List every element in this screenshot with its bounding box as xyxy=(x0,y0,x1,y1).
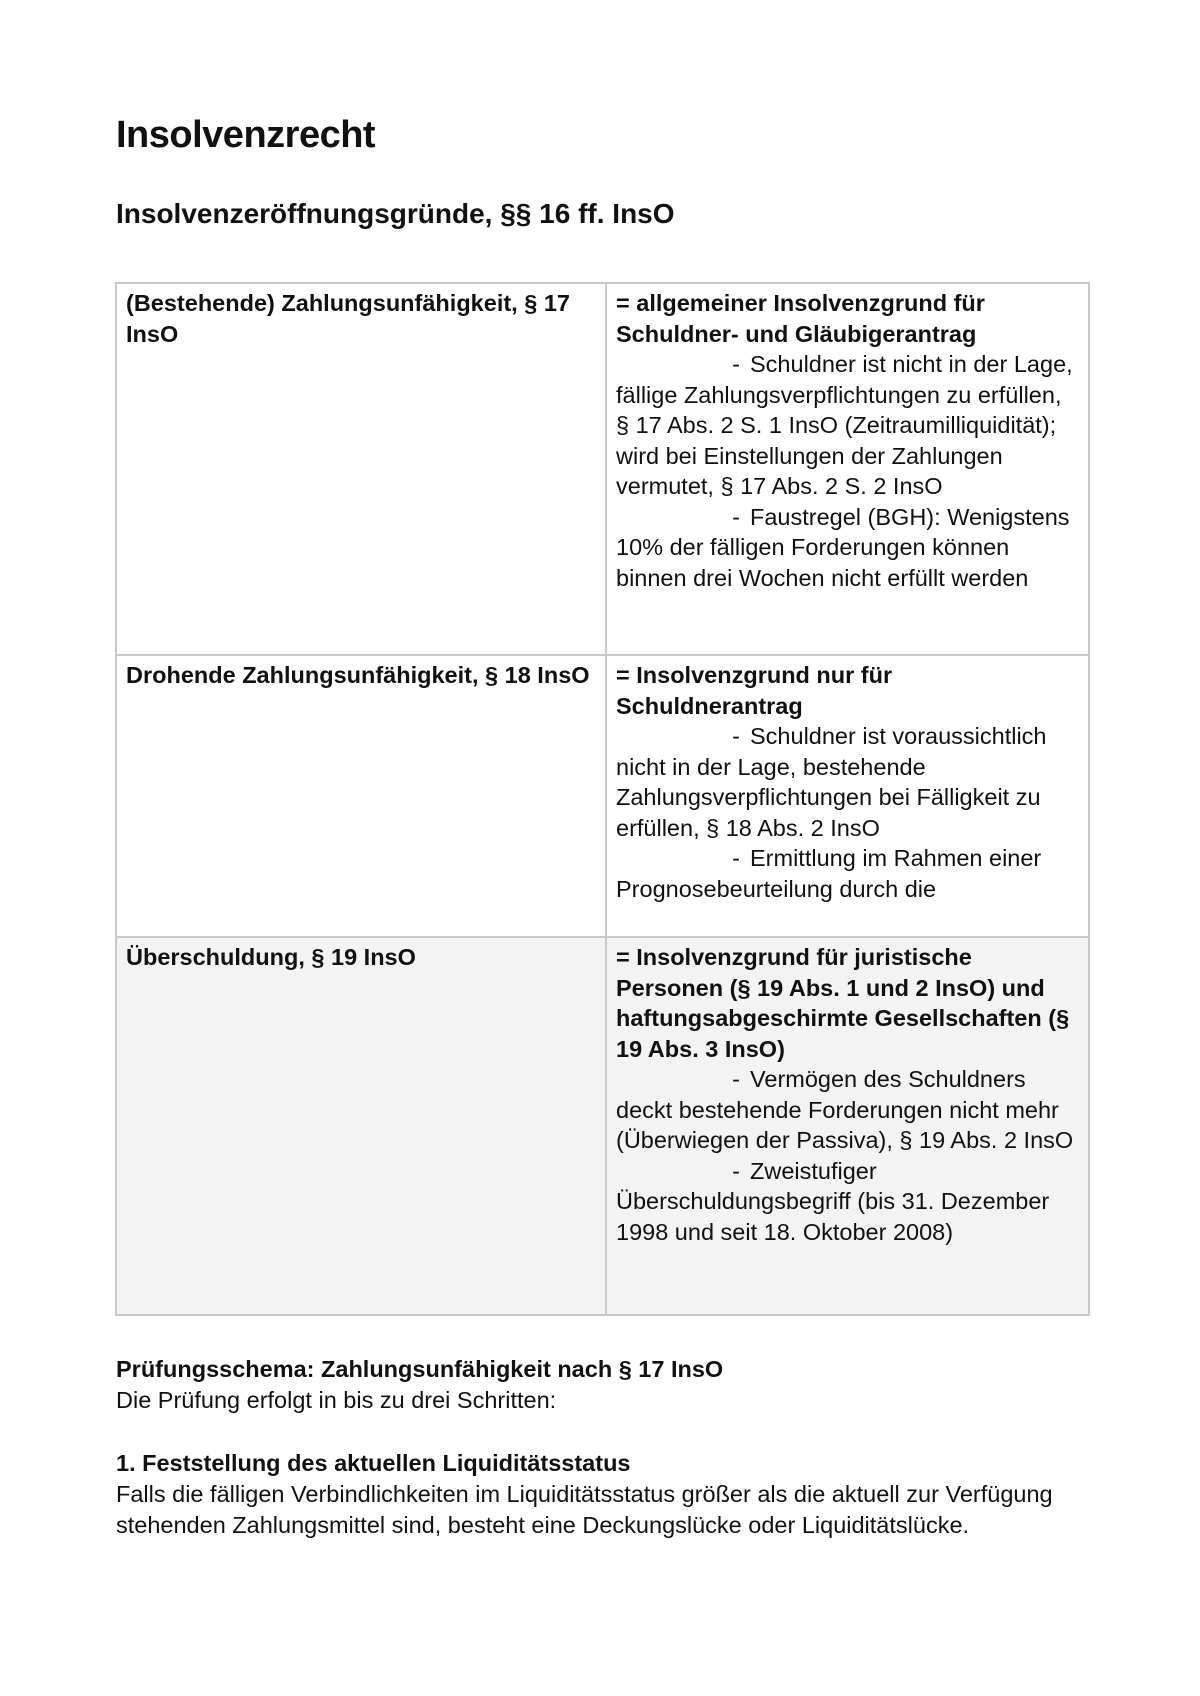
dash-marker: - xyxy=(732,351,740,377)
list-item-text: Vermögen des Schuldners deckt bestehende Forderungen nicht mehr (Überwiegen der Passiva), § 19 Abs. 2 InsO xyxy=(616,1066,1074,1153)
scheme-heading: Prüfungsschema: Zahlungsunfähigkeit nach § 17 InsO xyxy=(116,1356,724,1382)
list-item xyxy=(616,1064,1079,1156)
list-item-text: Schuldner ist nicht in der Lage, fällige Zahlungsverpflichtungen zu erfüllen, § 17 Abs. 2 S. 1 InsO (Zeitraumilliquidität); wird bei Einstellungen der Zahlungen vermutet, § 17 Abs. 2 S. 2 InsO xyxy=(616,351,1073,499)
list-item-text: Ermittlung im Rahmen einer Prognosebeurteilung durch die xyxy=(616,845,1042,902)
dash-marker: - xyxy=(732,723,740,749)
scheme-section xyxy=(116,1354,1096,1416)
table-row xyxy=(116,655,1089,937)
table-row xyxy=(116,283,1089,655)
ground-cell: Drohende Zahlungsunfähigkeit, § 18 InsO xyxy=(116,655,606,937)
definition-heading: = allgemeiner Insolvenzgrund für Schuldner- und Gläubigerantrag xyxy=(616,290,985,347)
list-item-text: Faustregel (BGH): Wenigstens 10% der fälligen Forderungen können binnen drei Wochen nicht erfüllt werden xyxy=(616,503,1070,591)
dash-marker: - xyxy=(732,845,740,871)
step1-heading: 1. Feststellung des aktuellen Liquiditätsstatus xyxy=(116,1450,631,1476)
dash-marker: - xyxy=(732,1066,740,1092)
list-item-text: Schuldner ist voraussichtlich nicht in der Lage, bestehende Zahlungsverpflichtungen bei Fälligkeit zu erfüllen, § 18 Abs. 2 InsO xyxy=(616,723,1047,841)
definition-cell xyxy=(606,655,1089,937)
ground-cell: Überschuldung, § 19 InsO xyxy=(116,937,606,1315)
step1-section xyxy=(116,1448,1096,1541)
list-item xyxy=(616,502,1079,594)
list-item-text: Zweistufiger Überschuldungsbegriff (bis 31. Dezember 1998 und seit 18. Oktober 2008) xyxy=(616,1157,1050,1245)
definition-heading: = Insolvenzgrund für juristische Personen (§ 19 Abs. 1 und 2 InsO) und haftungsabgeschirmte Gesellschaften (§ 19 Abs. 3 InsO) xyxy=(616,944,1070,1062)
list-item xyxy=(616,843,1079,904)
list-item xyxy=(616,1156,1079,1248)
list-item xyxy=(616,721,1079,843)
definition-heading: = Insolvenzgrund nur für Schuldnerantrag xyxy=(616,662,893,719)
table-row xyxy=(116,937,1089,1315)
page-title: Insolvenzrecht xyxy=(116,114,376,156)
scheme-text: Die Prüfung erfolgt in bis zu drei Schritten: xyxy=(116,1387,557,1413)
page-subtitle: Insolvenzeröffnungsgründe, §§ 16 ff. InsO xyxy=(116,198,675,229)
dash-marker: - xyxy=(732,1157,740,1184)
dash-marker: - xyxy=(732,503,740,530)
list-item xyxy=(616,349,1079,502)
definition-cell xyxy=(606,937,1089,1315)
definition-cell xyxy=(606,283,1089,655)
step1-text: Falls die fälligen Verbindlichkeiten im Liquiditätsstatus größer als die aktuell zur Verfügung stehenden Zahlungsmittel sind, besteht eine Deckungslücke oder Liquiditätslücke. xyxy=(116,1481,1053,1538)
ground-cell: (Bestehende) Zahlungsunfähigkeit, § 17 InsO xyxy=(116,283,606,655)
insolvency-grounds-table xyxy=(115,282,1090,1316)
